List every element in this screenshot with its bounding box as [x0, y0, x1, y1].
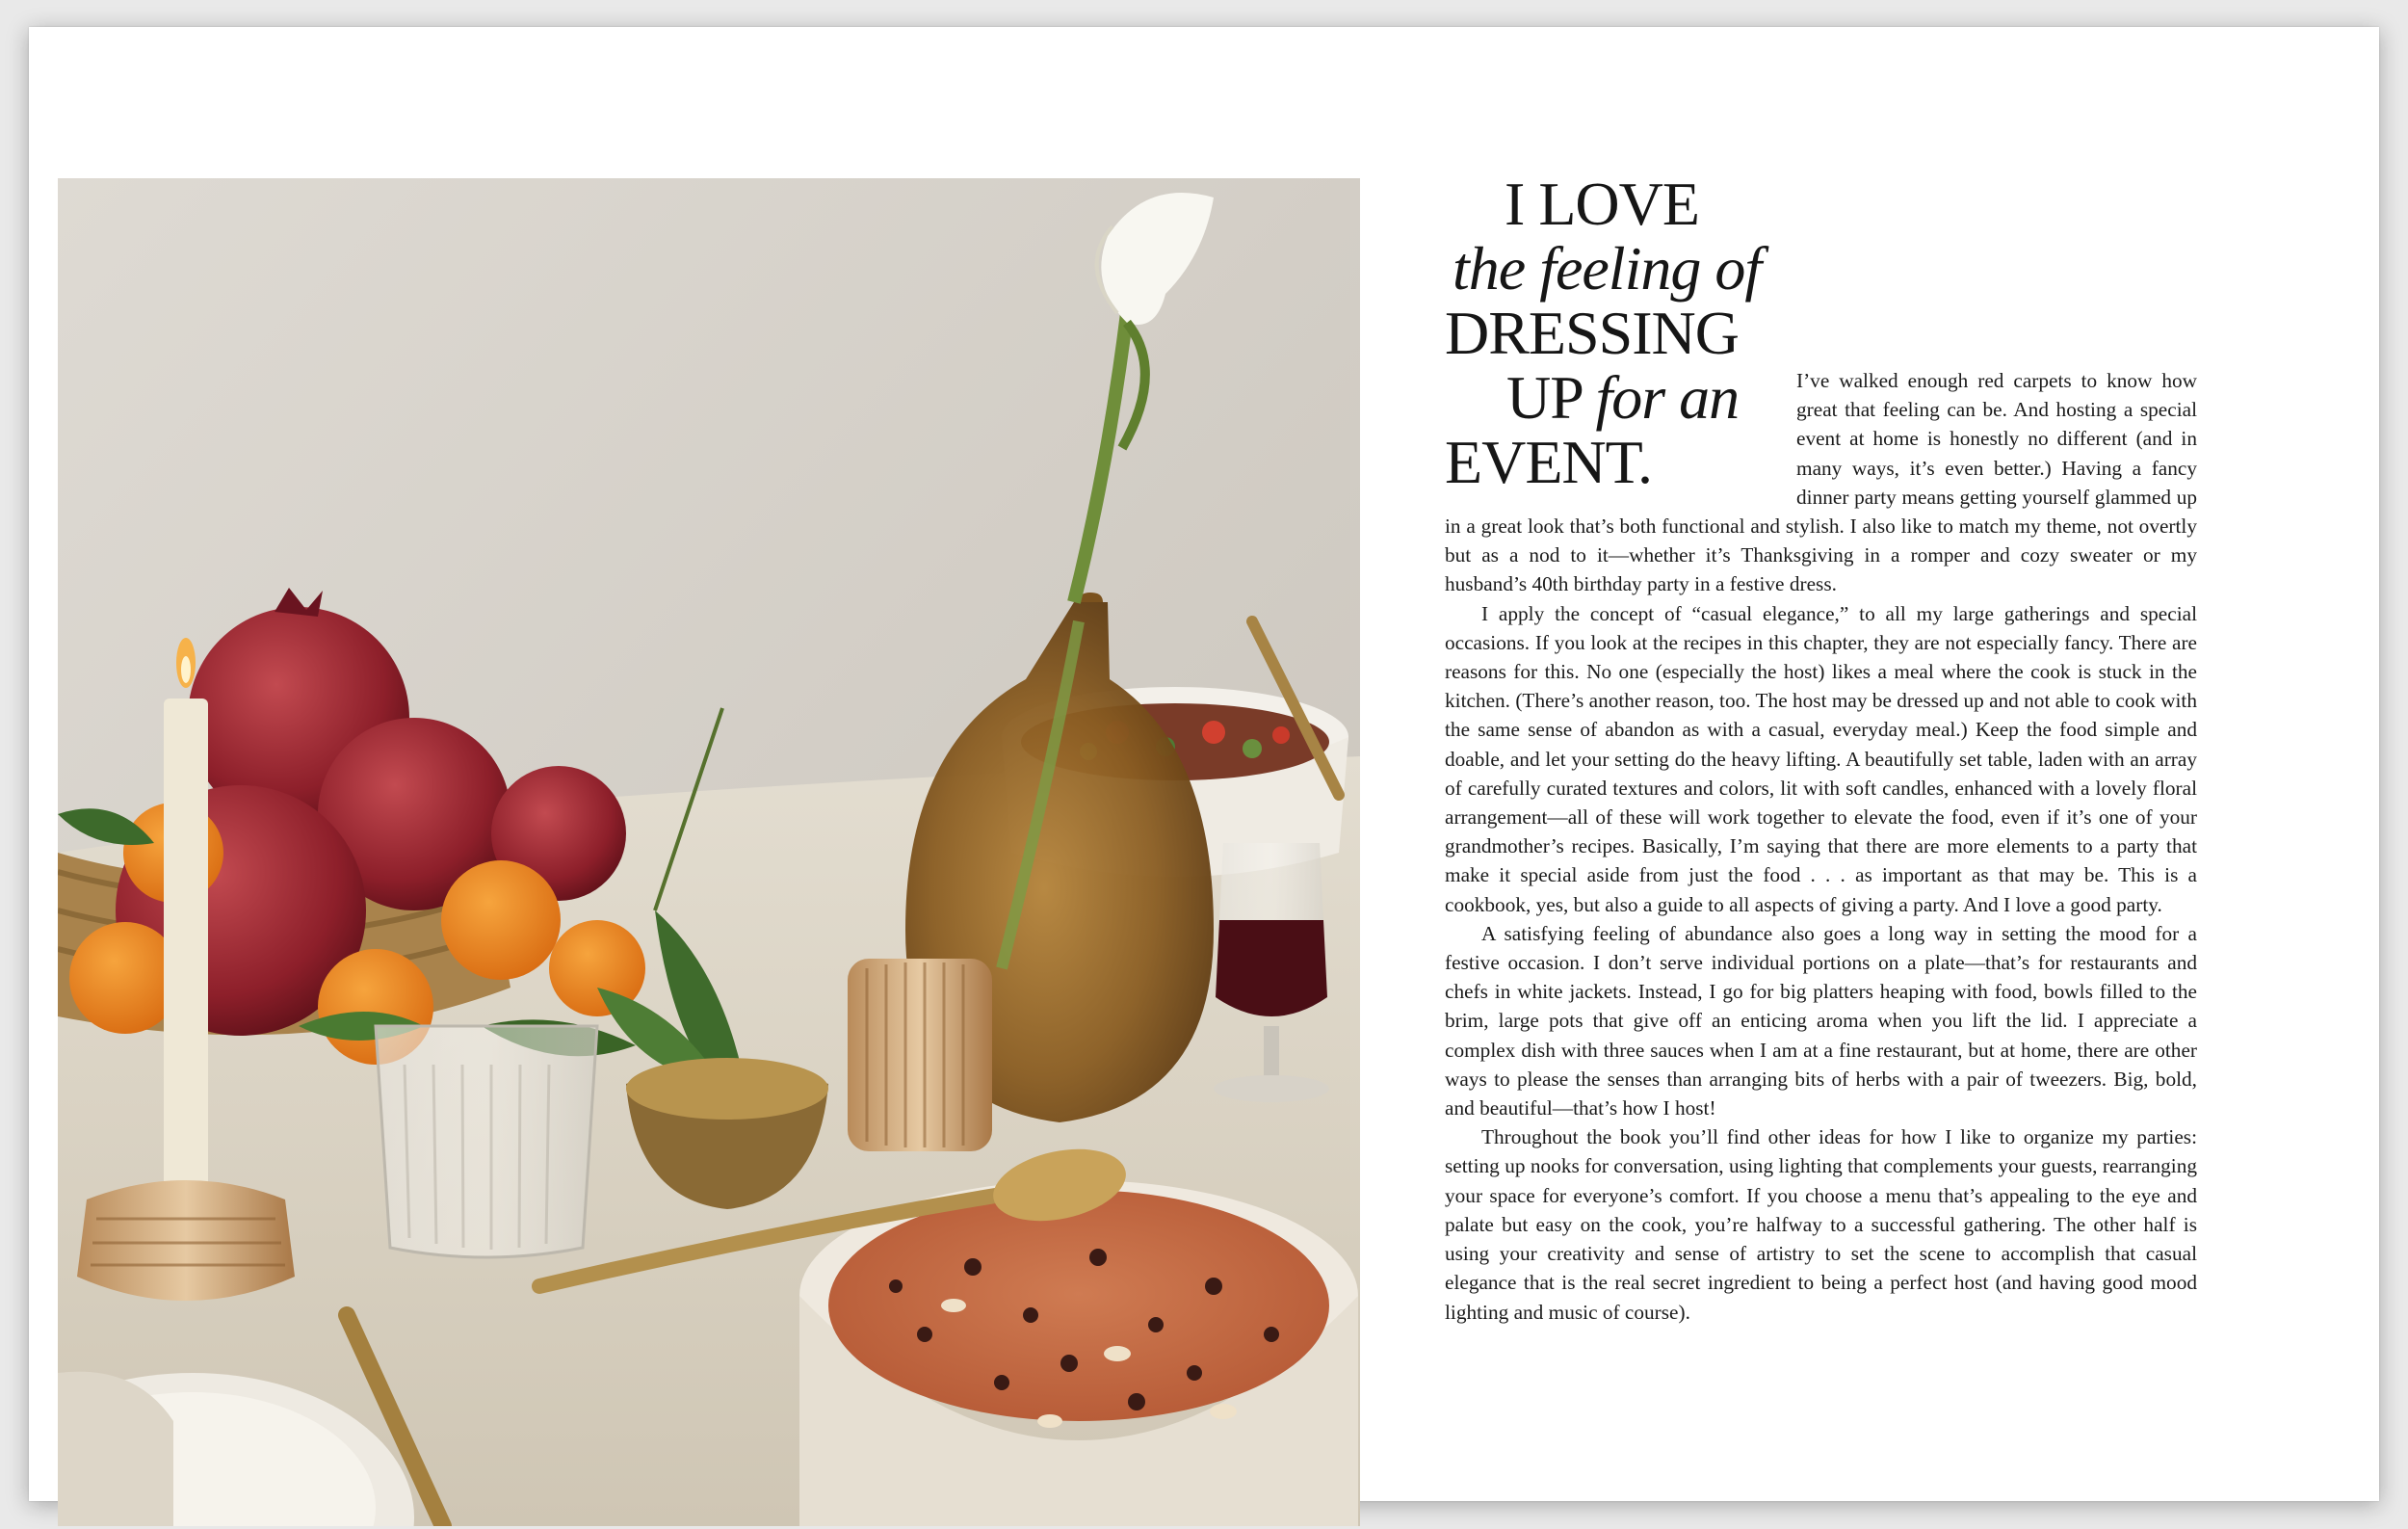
- headline-line-1: I LOVE: [1505, 170, 1699, 238]
- headline-wrap-spacer: [1445, 366, 1796, 511]
- headline-line-4-caps: UP: [1506, 363, 1582, 432]
- paragraph-4: Throughout the book you’ll find other ideas for how I like to organize my parties: setting up nooks for conversation, using lighting that complements your guests, rearranging your space for everyone’s comfort. If you choose a menu that’s appealing to the eye and palate but easy on the cook, you’re halfway to a successful gathering. The other half is using your creativity and sense of artistry to set the scene to accomplish that casual elegance that is the real secret ingredient to being a perfect host (and having good mood lighting and music of course).: [1445, 1125, 2197, 1324]
- book-spread: [29, 27, 2379, 1501]
- headline-line-2: the feeling of: [1453, 234, 1762, 303]
- paragraph-2: I apply the concept of “casual elegance,” to all my large gatherings and special occasions. If you look at the recipes in this chapter, they are not especially fancy. There are reasons for this. No one (especially the host) likes a meal where the cook is stuck in the kitchen. (There’s another reason, too. The host may be dressed up and not able to cook with the same sense of abandon as with a casual, everyday meal.) Keep the food simple and doable, and let your setting do the heavy lifting. A beautifully set table, laden with an array of carefully curated textures and colors, lit with soft candles, enhanced with a lovely floral arrangement—all of these will work together to elevate the food, even if it’s one of your grandmother’s recipes. Basically, I’m saying that there are more elements to a party that make it special aside from just the food . . . as important as that may be. This is a cookbook, yes, but also a guide to all aspects of giving a party. And I love a good party.: [1445, 601, 2197, 916]
- headline-line-3: DRESSING: [1445, 299, 1739, 367]
- headline-line-5: EVENT.: [1445, 428, 1652, 496]
- paragraph-3: A satisfying feeling of abundance also goes a long way in setting the mood for a festive occasion. I don’t serve individual portions on a plate—that’s for restaurants and chefs in white jackets. Instead, I go for big platters heaping with food, bowls filled to the brim, large pots that give off an enticing aroma when you lift the lid. I appreciate a complex dish with three sauces when I am at a fine restaurant, but at home, there are other ways to please the senses than arranging bits of herbs with a pair of tweezers. Big, bold, and beautiful—that’s how I host!: [1445, 921, 2197, 1120]
- headline-line-4-italic: for an: [1595, 363, 1740, 432]
- body-text: [1445, 366, 2197, 1327]
- photo-illustration: [58, 178, 1360, 1526]
- table-setting-photo: [58, 178, 1360, 1526]
- paragraph-1: I’ve walked enough red carpets to know how great that feeling can be. And hosting a special event at home is honestly no different (and in many ways, it’s even better.) Having a fancy dinner party means getting yourself glammed up in a great look that’s both functional and stylish. I also like to match my theme, not overtly but as a nod to it—whether it’s Thanksgiving in a romper and cozy sweater or my husband’s 40th birthday party in a festive dress.: [1445, 369, 2197, 596]
